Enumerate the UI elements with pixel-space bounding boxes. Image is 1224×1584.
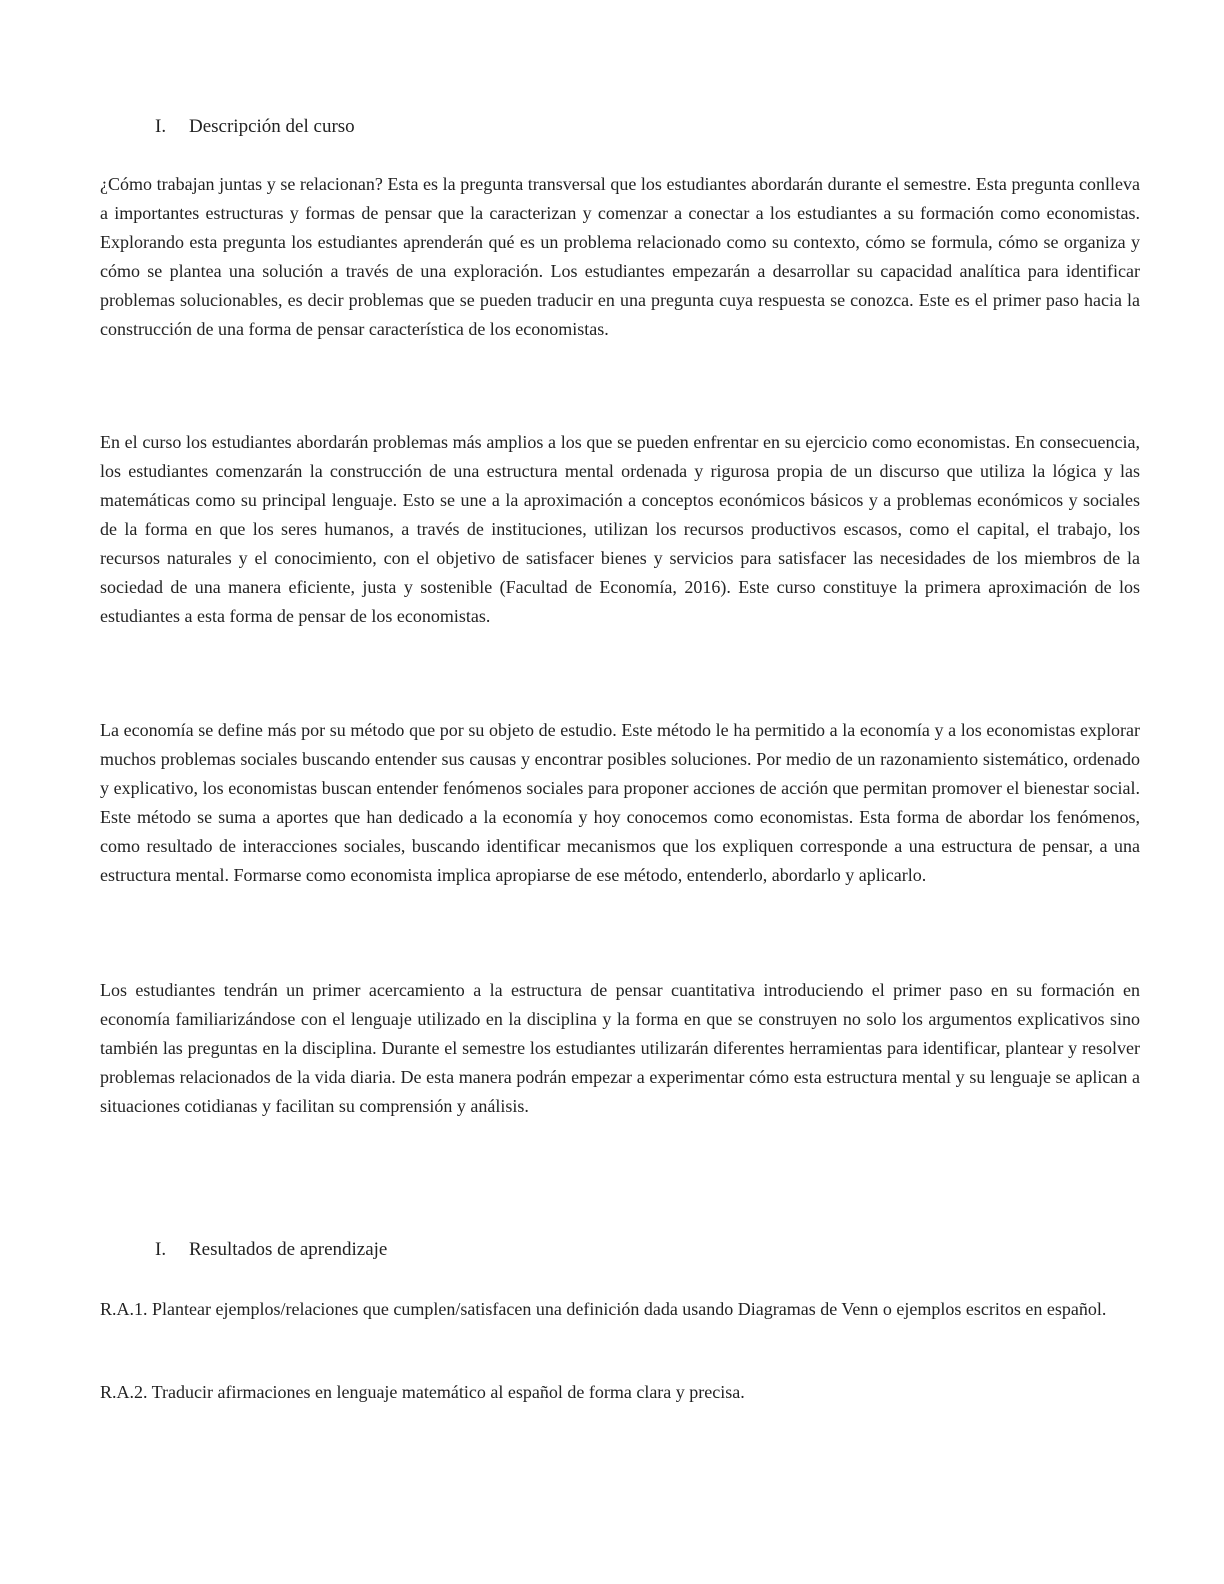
section-heading-course-description [155,115,355,139]
course-paragraph-3: La economía se define más por su método que por su objeto de estudio. Este método le ha permitido a la economía y a los economistas explorar muchos problemas sociales buscando entender sus causas y encontrar posibles soluciones. Por medio de un razonamiento sistemático, ordenado y explicativo, los economistas buscan entender fenómenos sociales para proponer acciones de acción que permitan promover el bienestar social. Este método se suma a aportes que han dedicado a la economía y hoy conocemos como economistas. Esta forma de abordar los fenómenos, como resultado de interacciones sociales, buscando identificar mecanismos que los expliquen corresponde a una estructura de pensar, a una estructura mental. Formarse como economista implica apropiarse de ese método, entenderlo, abordarlo y aplicarlo. [100,720,1140,885]
section-number: I. [155,1239,167,1260]
section-number: I. [155,116,167,137]
section-heading-learning-outcomes [155,1238,387,1262]
learning-outcome-2: R.A.2. Traducir afirmaciones en lenguaje matemático al español de forma clara y precisa. [100,1382,745,1402]
course-paragraph-2: En el curso los estudiantes abordarán problemas más amplios a los que se pueden enfrentar en su ejercicio como economistas. En consecuencia, los estudiantes comenzarán la construcción de una estructura mental ordenada y rigurosa propia de un discurso que utiliza la lógica y las matemáticas como su principal lenguaje. Esto se une a la aproximación a conceptos económicos básicos y a problemas económicos y sociales de la forma en que los seres humanos, a través de instituciones, utilizan los recursos productivos escasos, como el capital, el trabajo, los recursos naturales y el conocimiento, con el objetivo de satisfacer bienes y servicios para satisfacer las necesidades de los miembros de la sociedad de una manera eficiente, justa y sostenible (Facultad de Economía, 2016). Este curso constituye la primera aproximación de los estudiantes a esta forma de pensar de los economistas. [100,432,1140,626]
course-paragraph-1: ¿Cómo trabajan juntas y se relacionan? Esta es la pregunta transversal que los estudiantes abordarán durante el semestre. Esta pregunta conlleva a importantes estructuras y formas de pensar que la caracterizan y comenzar a conectar a los estudiantes a su formación como economistas. Explorando esta pregunta los estudiantes aprenderán qué es un problema relacionado como su contexto, cómo se formula, cómo se organiza y cómo se plantea una solución a través de una exploración. Los estudiantes empezarán a desarrollar su capacidad analítica para identificar problemas solucionables, es decir problemas que se pueden traducir en una pregunta cuya respuesta se conozca. Este es el primer paso hacia la construcción de una forma de pensar característica de los economistas. [100,174,1140,339]
section-title: Resultados de aprendizaje [189,1239,388,1260]
learning-outcome-1: R.A.1. Plantear ejemplos/relaciones que cumplen/satisfacen una definición dada usando Diagramas de Venn o ejemplos escritos en español. [100,1299,1107,1319]
section-title: Descripción del curso [189,116,355,137]
course-paragraph-4: Los estudiantes tendrán un primer acercamiento a la estructura de pensar cuantitativa introduciendo el primer paso en su formación en economía familiarizándose con el lenguaje utilizado en la disciplina y la forma en que se construyen no solo los argumentos explicativos sino también las preguntas en la disciplina. Durante el semestre los estudiantes utilizarán diferentes herramientas para identificar, plantear y resolver problemas relacionados de la vida diaria. De esta manera podrán empezar a experimentar cómo esta estructura mental y su lenguaje se aplican a situaciones cotidianas y facilitan su comprensión y análisis. [100,980,1140,1116]
